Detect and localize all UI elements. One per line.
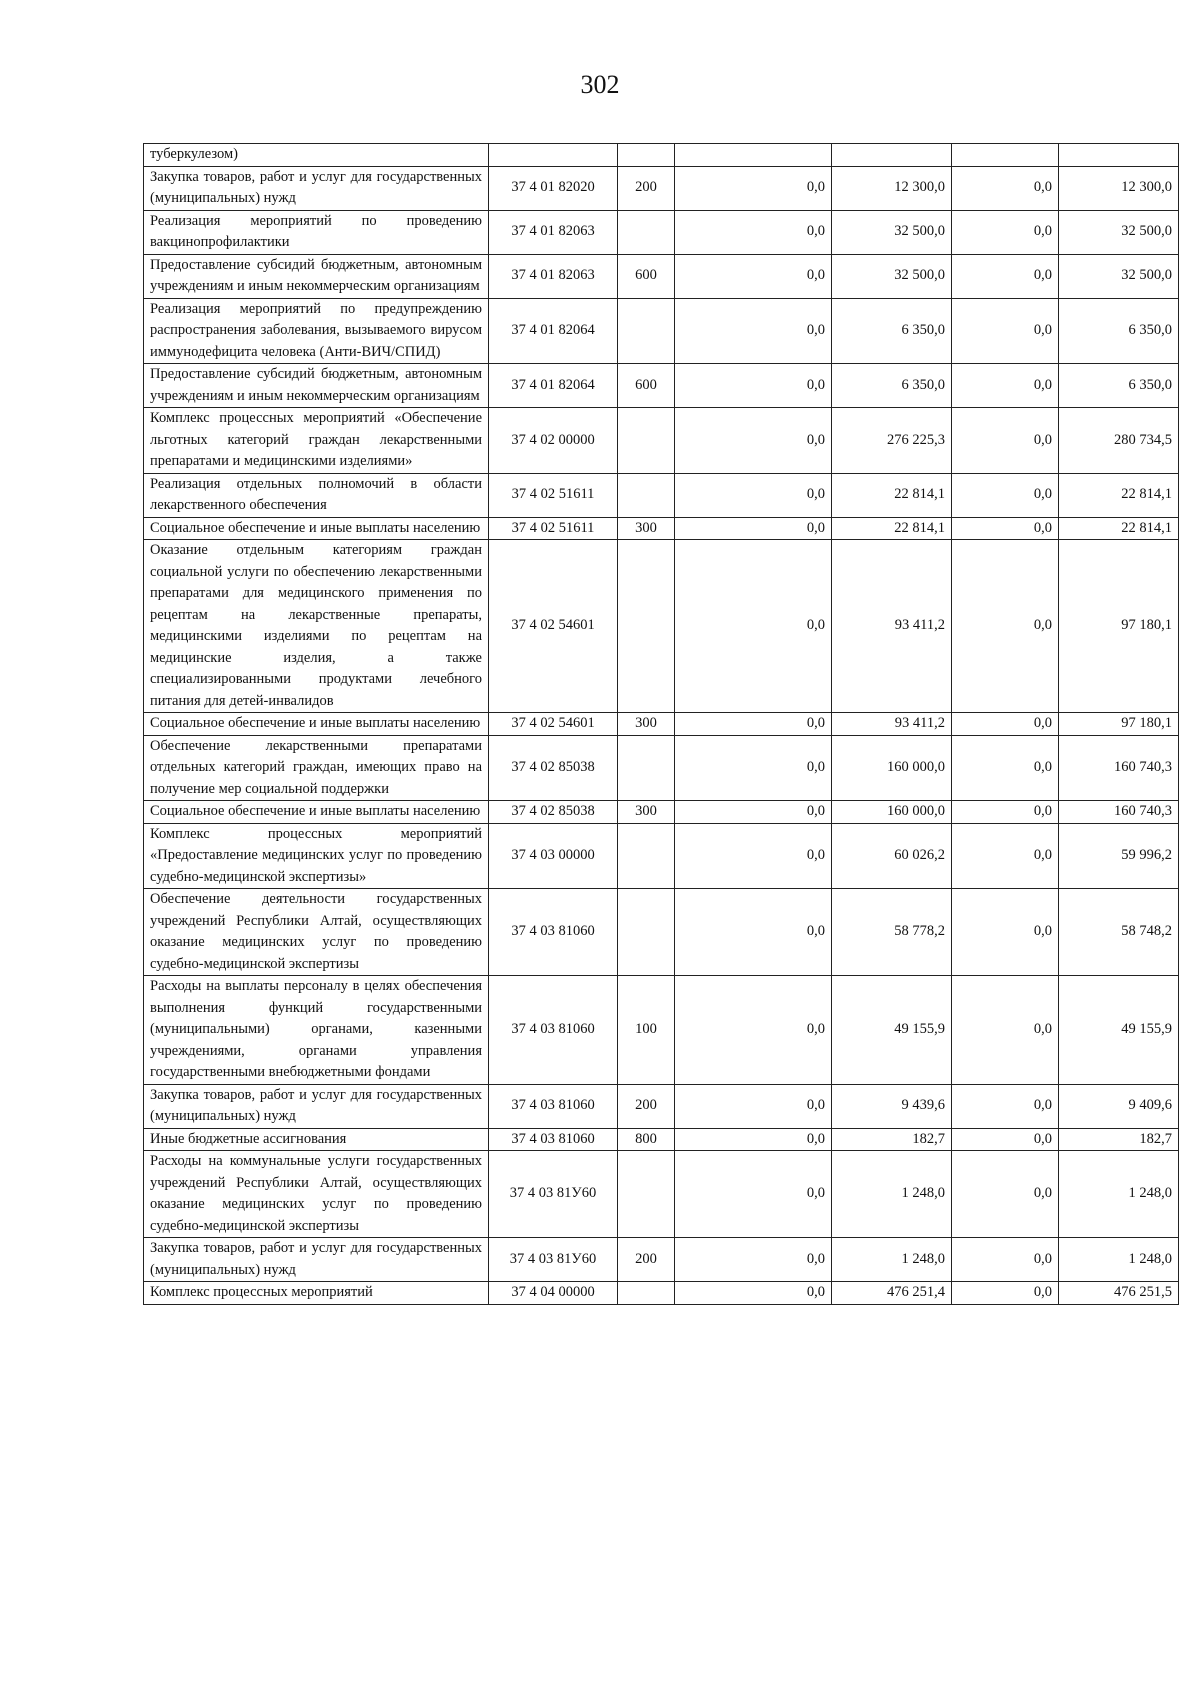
row-name: Предоставление субсидий бюджетным, автономным учреждениям и иным некоммерческим организациям	[144, 254, 489, 298]
expense-type	[618, 408, 675, 474]
value-col-3: 0,0	[952, 801, 1059, 824]
expense-type	[618, 1151, 675, 1238]
value-col-4: 6 350,0	[1059, 364, 1179, 408]
value-col-4: 97 180,1	[1059, 540, 1179, 713]
value-col-3: 0,0	[952, 298, 1059, 364]
value-col-1: 0,0	[675, 735, 832, 801]
expense-type	[618, 144, 675, 167]
expense-type: 600	[618, 364, 675, 408]
value-col-2: 6 350,0	[832, 364, 952, 408]
row-name: Социальное обеспечение и иные выплаты населению	[144, 713, 489, 736]
value-col-2: 32 500,0	[832, 254, 952, 298]
target-code: 37 4 02 51611	[489, 517, 618, 540]
expense-type: 300	[618, 713, 675, 736]
target-code: 37 4 01 82063	[489, 210, 618, 254]
row-name: Социальное обеспечение и иные выплаты населению	[144, 801, 489, 824]
table-row	[144, 517, 1179, 540]
row-name: Реализация мероприятий по предупреждению распространения заболевания, вызываемого вирусом иммунодефицита человека (Анти-ВИЧ/СПИД)	[144, 298, 489, 364]
value-col-2	[832, 144, 952, 167]
target-code: 37 4 03 81У60	[489, 1151, 618, 1238]
expense-type: 300	[618, 517, 675, 540]
row-name: Комплекс процессных мероприятий «Предоставление медицинских услуг по проведению судебно-медицинской экспертизы»	[144, 823, 489, 889]
target-code: 37 4 03 81060	[489, 1128, 618, 1151]
value-col-4: 49 155,9	[1059, 976, 1179, 1085]
value-col-3: 0,0	[952, 1128, 1059, 1151]
row-name: Обеспечение деятельности государственных учреждений Республики Алтай, осуществляющих оказание медицинских услуг по проведению судебно-медицинской экспертизы	[144, 889, 489, 976]
value-col-4: 160 740,3	[1059, 735, 1179, 801]
value-col-3: 0,0	[952, 1084, 1059, 1128]
value-col-4: 9 409,6	[1059, 1084, 1179, 1128]
value-col-2: 22 814,1	[832, 517, 952, 540]
value-col-1: 0,0	[675, 1084, 832, 1128]
target-code	[489, 144, 618, 167]
value-col-1: 0,0	[675, 254, 832, 298]
value-col-1: 0,0	[675, 1238, 832, 1282]
value-col-2: 58 778,2	[832, 889, 952, 976]
value-col-3: 0,0	[952, 210, 1059, 254]
row-name: Закупка товаров, работ и услуг для государственных (муниципальных) нужд	[144, 166, 489, 210]
value-col-4: 22 814,1	[1059, 517, 1179, 540]
value-col-4: 97 180,1	[1059, 713, 1179, 736]
table-row	[144, 408, 1179, 474]
row-name: Иные бюджетные ассигнования	[144, 1128, 489, 1151]
value-col-3: 0,0	[952, 889, 1059, 976]
table-row	[144, 1084, 1179, 1128]
value-col-4: 22 814,1	[1059, 473, 1179, 517]
table-row	[144, 210, 1179, 254]
expense-type: 200	[618, 166, 675, 210]
value-col-1: 0,0	[675, 364, 832, 408]
expense-type: 300	[618, 801, 675, 824]
table-row	[144, 801, 1179, 824]
table-row	[144, 364, 1179, 408]
row-name: Предоставление субсидий бюджетным, автономным учреждениям и иным некоммерческим организациям	[144, 364, 489, 408]
target-code: 37 4 01 82063	[489, 254, 618, 298]
target-code: 37 4 02 85038	[489, 801, 618, 824]
value-col-3: 0,0	[952, 364, 1059, 408]
target-code: 37 4 02 51611	[489, 473, 618, 517]
table-row	[144, 1282, 1179, 1305]
value-col-4	[1059, 144, 1179, 167]
value-col-1: 0,0	[675, 408, 832, 474]
row-name: Комплекс процессных мероприятий	[144, 1282, 489, 1305]
row-name: Социальное обеспечение и иные выплаты населению	[144, 517, 489, 540]
value-col-1	[675, 144, 832, 167]
target-code: 37 4 02 85038	[489, 735, 618, 801]
table-row	[144, 1151, 1179, 1238]
value-col-3: 0,0	[952, 1151, 1059, 1238]
table-row	[144, 540, 1179, 713]
target-code: 37 4 01 82064	[489, 364, 618, 408]
value-col-2: 1 248,0	[832, 1151, 952, 1238]
value-col-2: 32 500,0	[832, 210, 952, 254]
expense-type: 600	[618, 254, 675, 298]
value-col-2: 6 350,0	[832, 298, 952, 364]
expense-type: 800	[618, 1128, 675, 1151]
value-col-3: 0,0	[952, 166, 1059, 210]
target-code: 37 4 03 00000	[489, 823, 618, 889]
table-row	[144, 166, 1179, 210]
value-col-1: 0,0	[675, 1282, 832, 1305]
value-col-3: 0,0	[952, 540, 1059, 713]
value-col-4: 182,7	[1059, 1128, 1179, 1151]
value-col-2: 9 439,6	[832, 1084, 952, 1128]
value-col-4: 1 248,0	[1059, 1238, 1179, 1282]
value-col-2: 276 225,3	[832, 408, 952, 474]
row-name: Обеспечение лекарственными препаратами отдельных категорий граждан, имеющих право на получение мер социальной поддержки	[144, 735, 489, 801]
value-col-1: 0,0	[675, 517, 832, 540]
expense-type	[618, 1282, 675, 1305]
table-row	[144, 473, 1179, 517]
table-row	[144, 735, 1179, 801]
value-col-3: 0,0	[952, 823, 1059, 889]
value-col-1: 0,0	[675, 1151, 832, 1238]
expense-type: 100	[618, 976, 675, 1085]
value-col-2: 93 411,2	[832, 713, 952, 736]
value-col-3: 0,0	[952, 408, 1059, 474]
table-row	[144, 1238, 1179, 1282]
value-col-1: 0,0	[675, 298, 832, 364]
target-code: 37 4 03 81У60	[489, 1238, 618, 1282]
value-col-3: 0,0	[952, 976, 1059, 1085]
expense-type	[618, 823, 675, 889]
value-col-1: 0,0	[675, 540, 832, 713]
row-name: Комплекс процессных мероприятий «Обеспечение льготных категорий граждан лекарственными препаратами и медицинскими изделиями»	[144, 408, 489, 474]
value-col-1: 0,0	[675, 713, 832, 736]
value-col-2: 160 000,0	[832, 735, 952, 801]
page-number: 302	[580, 70, 620, 99]
value-col-4: 58 748,2	[1059, 889, 1179, 976]
value-col-4: 476 251,5	[1059, 1282, 1179, 1305]
table-body	[144, 144, 1179, 1305]
target-code: 37 4 01 82020	[489, 166, 618, 210]
value-col-3: 0,0	[952, 713, 1059, 736]
value-col-2: 93 411,2	[832, 540, 952, 713]
target-code: 37 4 03 81060	[489, 1084, 618, 1128]
row-name: Закупка товаров, работ и услуг для государственных (муниципальных) нужд	[144, 1084, 489, 1128]
row-name: Оказание отдельным категориям граждан социальной услуги по обеспечению лекарственными препаратами для медицинского применения по рецептам на лекарственные препараты, медицинскими изделиями по рецептам на медицинские изделия, а также специализированными продуктами лечебного питания для детей-инвалидов	[144, 540, 489, 713]
value-col-2: 476 251,4	[832, 1282, 952, 1305]
row-name: Закупка товаров, работ и услуг для государственных (муниципальных) нужд	[144, 1238, 489, 1282]
value-col-2: 182,7	[832, 1128, 952, 1151]
value-col-1: 0,0	[675, 210, 832, 254]
table-row	[144, 1128, 1179, 1151]
value-col-3: 0,0	[952, 517, 1059, 540]
expense-type	[618, 210, 675, 254]
value-col-4: 59 996,2	[1059, 823, 1179, 889]
value-col-3	[952, 144, 1059, 167]
table-row	[144, 976, 1179, 1085]
budget-table	[143, 143, 1179, 1305]
table-row	[144, 144, 1179, 167]
value-col-3: 0,0	[952, 473, 1059, 517]
target-code: 37 4 01 82064	[489, 298, 618, 364]
value-col-4: 1 248,0	[1059, 1151, 1179, 1238]
value-col-4: 32 500,0	[1059, 254, 1179, 298]
target-code: 37 4 02 00000	[489, 408, 618, 474]
value-col-1: 0,0	[675, 823, 832, 889]
expense-type: 200	[618, 1084, 675, 1128]
value-col-2: 12 300,0	[832, 166, 952, 210]
value-col-1: 0,0	[675, 801, 832, 824]
row-name: туберкулезом)	[144, 144, 489, 167]
value-col-2: 22 814,1	[832, 473, 952, 517]
value-col-2: 60 026,2	[832, 823, 952, 889]
value-col-2: 1 248,0	[832, 1238, 952, 1282]
value-col-4: 32 500,0	[1059, 210, 1179, 254]
expense-type	[618, 889, 675, 976]
value-col-1: 0,0	[675, 976, 832, 1085]
value-col-4: 12 300,0	[1059, 166, 1179, 210]
value-col-1: 0,0	[675, 889, 832, 976]
value-col-3: 0,0	[952, 1238, 1059, 1282]
row-name: Реализация отдельных полномочий в области лекарственного обеспечения	[144, 473, 489, 517]
value-col-3: 0,0	[952, 735, 1059, 801]
value-col-3: 0,0	[952, 254, 1059, 298]
target-code: 37 4 03 81060	[489, 889, 618, 976]
expense-type	[618, 735, 675, 801]
row-name: Реализация мероприятий по проведению вакцинопрофилактики	[144, 210, 489, 254]
table-row	[144, 298, 1179, 364]
value-col-3: 0,0	[952, 1282, 1059, 1305]
table-row	[144, 823, 1179, 889]
value-col-4: 160 740,3	[1059, 801, 1179, 824]
expense-type	[618, 540, 675, 713]
expense-type	[618, 473, 675, 517]
table-row	[144, 254, 1179, 298]
value-col-1: 0,0	[675, 166, 832, 210]
value-col-1: 0,0	[675, 1128, 832, 1151]
table-row	[144, 889, 1179, 976]
table-row	[144, 713, 1179, 736]
value-col-2: 49 155,9	[832, 976, 952, 1085]
row-name: Расходы на коммунальные услуги государственных учреждений Республики Алтай, осуществляющих оказание медицинских услуг по проведению судебно-медицинской экспертизы	[144, 1151, 489, 1238]
expense-type	[618, 298, 675, 364]
row-name: Расходы на выплаты персоналу в целях обеспечения выполнения функций государственными (муниципальными) органами, казенными учреждениями, органами управления государственными внебюджетными фондами	[144, 976, 489, 1085]
value-col-1: 0,0	[675, 473, 832, 517]
target-code: 37 4 04 00000	[489, 1282, 618, 1305]
value-col-4: 280 734,5	[1059, 408, 1179, 474]
target-code: 37 4 02 54601	[489, 540, 618, 713]
target-code: 37 4 03 81060	[489, 976, 618, 1085]
expense-type: 200	[618, 1238, 675, 1282]
value-col-4: 6 350,0	[1059, 298, 1179, 364]
value-col-2: 160 000,0	[832, 801, 952, 824]
target-code: 37 4 02 54601	[489, 713, 618, 736]
